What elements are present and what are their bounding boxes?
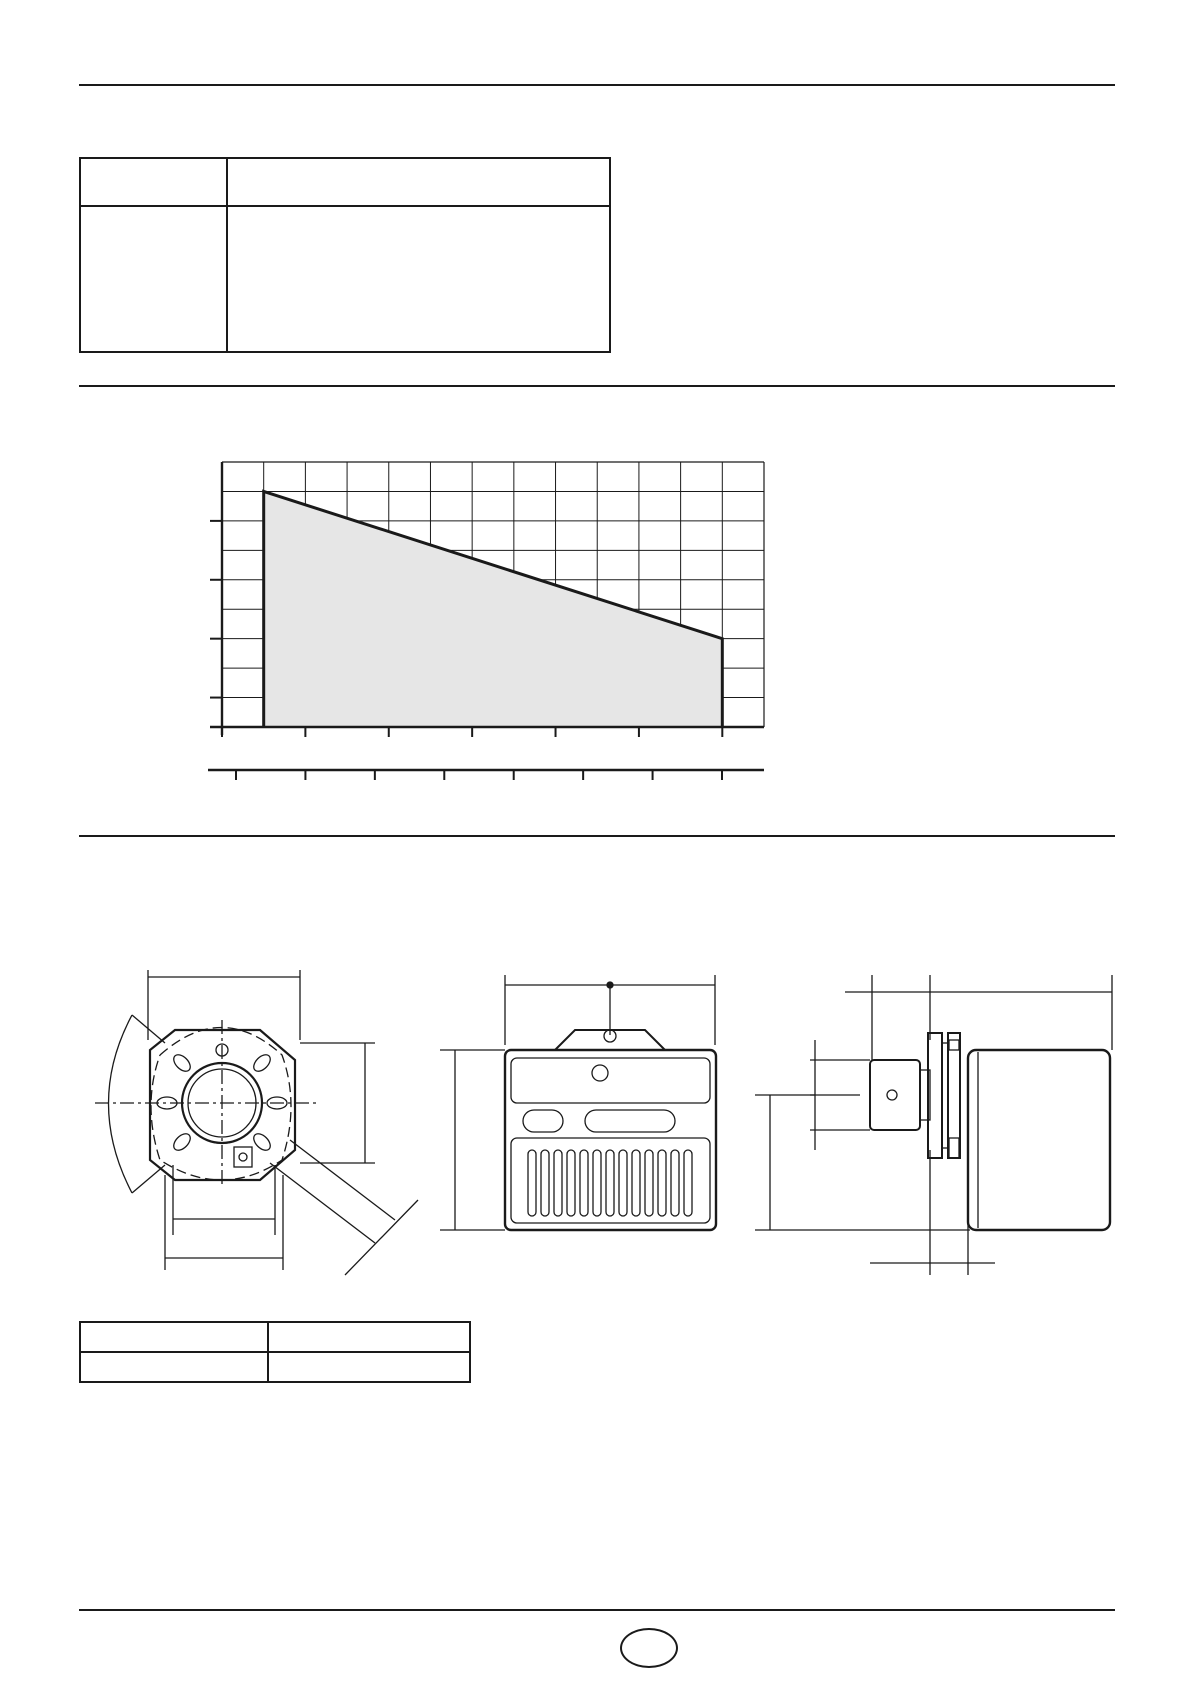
model-table — [79, 1321, 471, 1383]
angle-dimension — [109, 1015, 133, 1193]
fixing-slot — [171, 1052, 194, 1075]
burner-tube — [870, 1060, 920, 1130]
fixing-slot — [251, 1131, 274, 1154]
fixing-slot — [171, 1131, 194, 1154]
motor-housing — [968, 1050, 1110, 1230]
flange-front-view — [95, 970, 418, 1275]
burner-top-view — [755, 975, 1112, 1275]
fixing-slot — [251, 1052, 274, 1075]
table-cell — [80, 1322, 268, 1352]
table-cell — [80, 1352, 268, 1382]
table-cell — [268, 1322, 470, 1352]
table-row — [80, 1322, 470, 1352]
page-number-badge — [620, 1628, 678, 1668]
table-cell — [268, 1352, 470, 1382]
cover-vents — [528, 1150, 692, 1216]
burner-side-view — [440, 975, 716, 1230]
table-row — [80, 1352, 470, 1382]
